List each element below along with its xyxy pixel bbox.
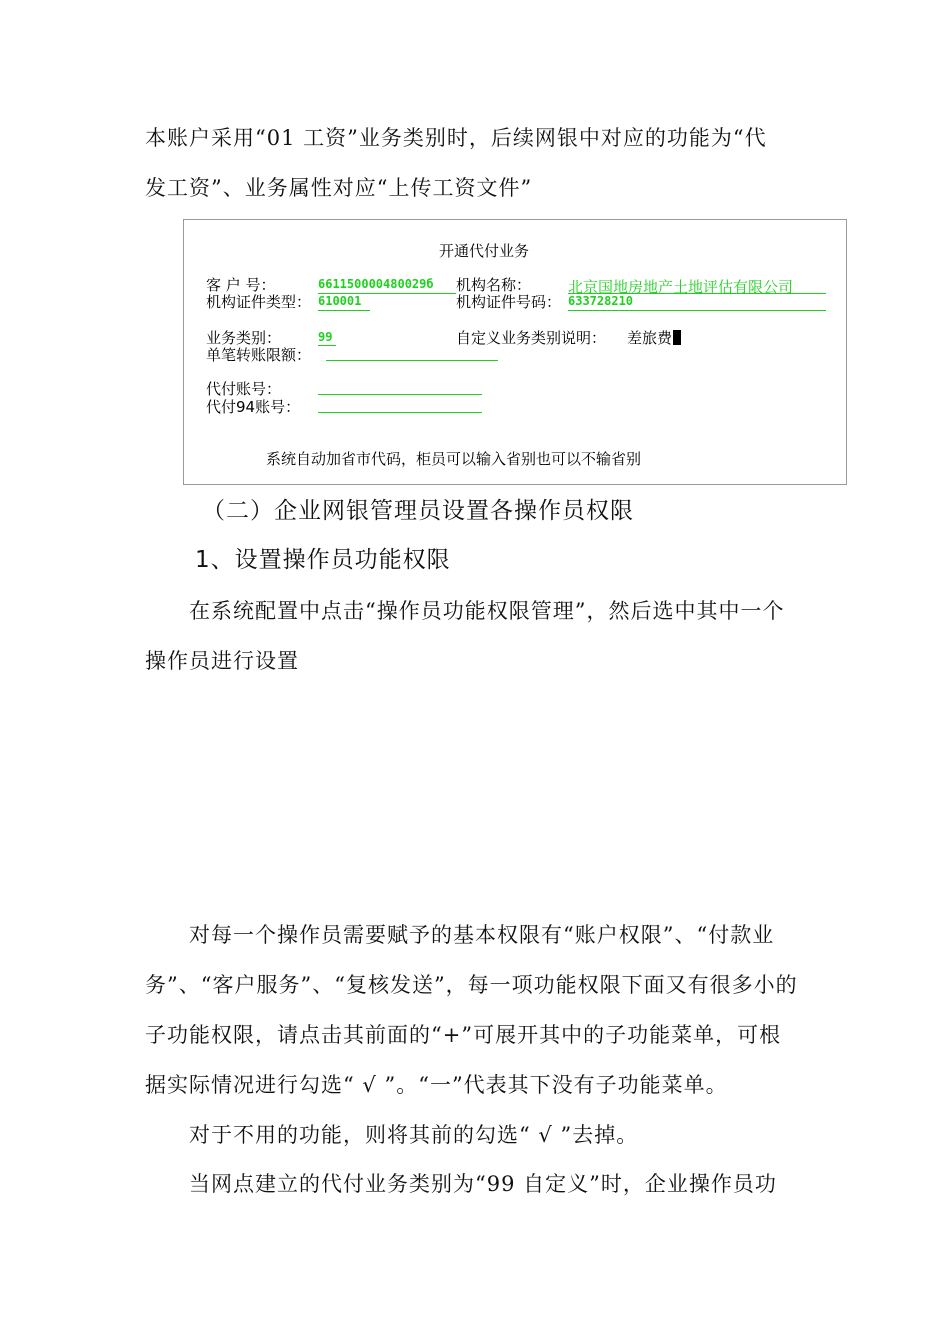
- customer-no-value[interactable]: 661150000480029б: [318, 277, 434, 291]
- p2-line-2: 务”、“客户服务”、“复核发送”，每一项功能权限下面又有很多小的: [145, 973, 798, 997]
- org-cert-no-value[interactable]: 633728210: [568, 294, 634, 308]
- org-name-value[interactable]: 北京国地房地产土地评估有限公司: [568, 278, 794, 296]
- p1-line-2: 操作员进行设置: [145, 649, 299, 673]
- payer-account-label: 代付账号：: [206, 380, 282, 398]
- org-name-label: 机构名称：: [456, 276, 532, 294]
- custom-desc-value: 差旅费: [627, 329, 673, 347]
- payer-94-account-label: 代付94账号：: [206, 398, 301, 416]
- custom-desc-field[interactable]: [627, 327, 681, 348]
- biz-type-label: 业务类别：: [206, 329, 282, 347]
- org-cert-no-underline: [568, 310, 826, 311]
- p2-line-1: 对每一个操作员需要赋予的基本权限有“账户权限”、“付款业: [189, 923, 775, 947]
- org-cert-type-label: 机构证件类型：: [206, 293, 312, 311]
- biz-type-value[interactable]: 99: [318, 330, 333, 344]
- single-limit-label: 单笔转账限额：: [206, 346, 312, 364]
- p2-line-4: 据实际情况进行勾选“ √ ”。“一”代表其下没有子功能菜单。: [145, 1073, 728, 1097]
- p4: 当网点建立的代付业务类别为“99 自定义”时，企业操作员功: [189, 1172, 777, 1196]
- payer-94-account-field[interactable]: [318, 412, 482, 413]
- screen-hint: 系统自动加省市代码，柜员可以输入省别也可以不输省别: [266, 450, 642, 468]
- screen-title: 开通代付业务: [439, 242, 530, 260]
- intro-line-2: 发工资”、业务属性对应“上传工资文件”: [145, 176, 533, 200]
- single-limit-field[interactable]: [326, 360, 498, 361]
- custom-desc-label: 自定义业务类别说明：: [456, 329, 607, 347]
- biz-type-underline: [318, 345, 336, 346]
- org-cert-type-underline: [318, 310, 370, 311]
- org-cert-type-value[interactable]: 610001: [318, 294, 362, 308]
- open-payment-service-screen: [183, 219, 847, 485]
- p2-line-3: 子功能权限，请点击其前面的“+”可展开其中的子功能菜单，可根: [145, 1023, 782, 1047]
- p3: 对于不用的功能，则将其前的勾选“ √ ”去掉。: [189, 1123, 639, 1147]
- p1-line-1: 在系统配置中点击“操作员功能权限管理”，然后选中其中一个: [189, 599, 785, 623]
- org-cert-no-label: 机构证件号码：: [456, 293, 562, 311]
- customer-no-label: 客 户 号：: [206, 276, 276, 294]
- payer-account-field[interactable]: [318, 394, 482, 395]
- section-heading: （二）企业网银管理员设置各操作员权限: [202, 498, 634, 524]
- text-cursor: [673, 330, 681, 345]
- section-subheading: 1、设置操作员功能权限: [195, 547, 451, 573]
- intro-line-1: 本账户采用“01 工资”业务类别时，后续网银中对应的功能为“代: [145, 126, 767, 150]
